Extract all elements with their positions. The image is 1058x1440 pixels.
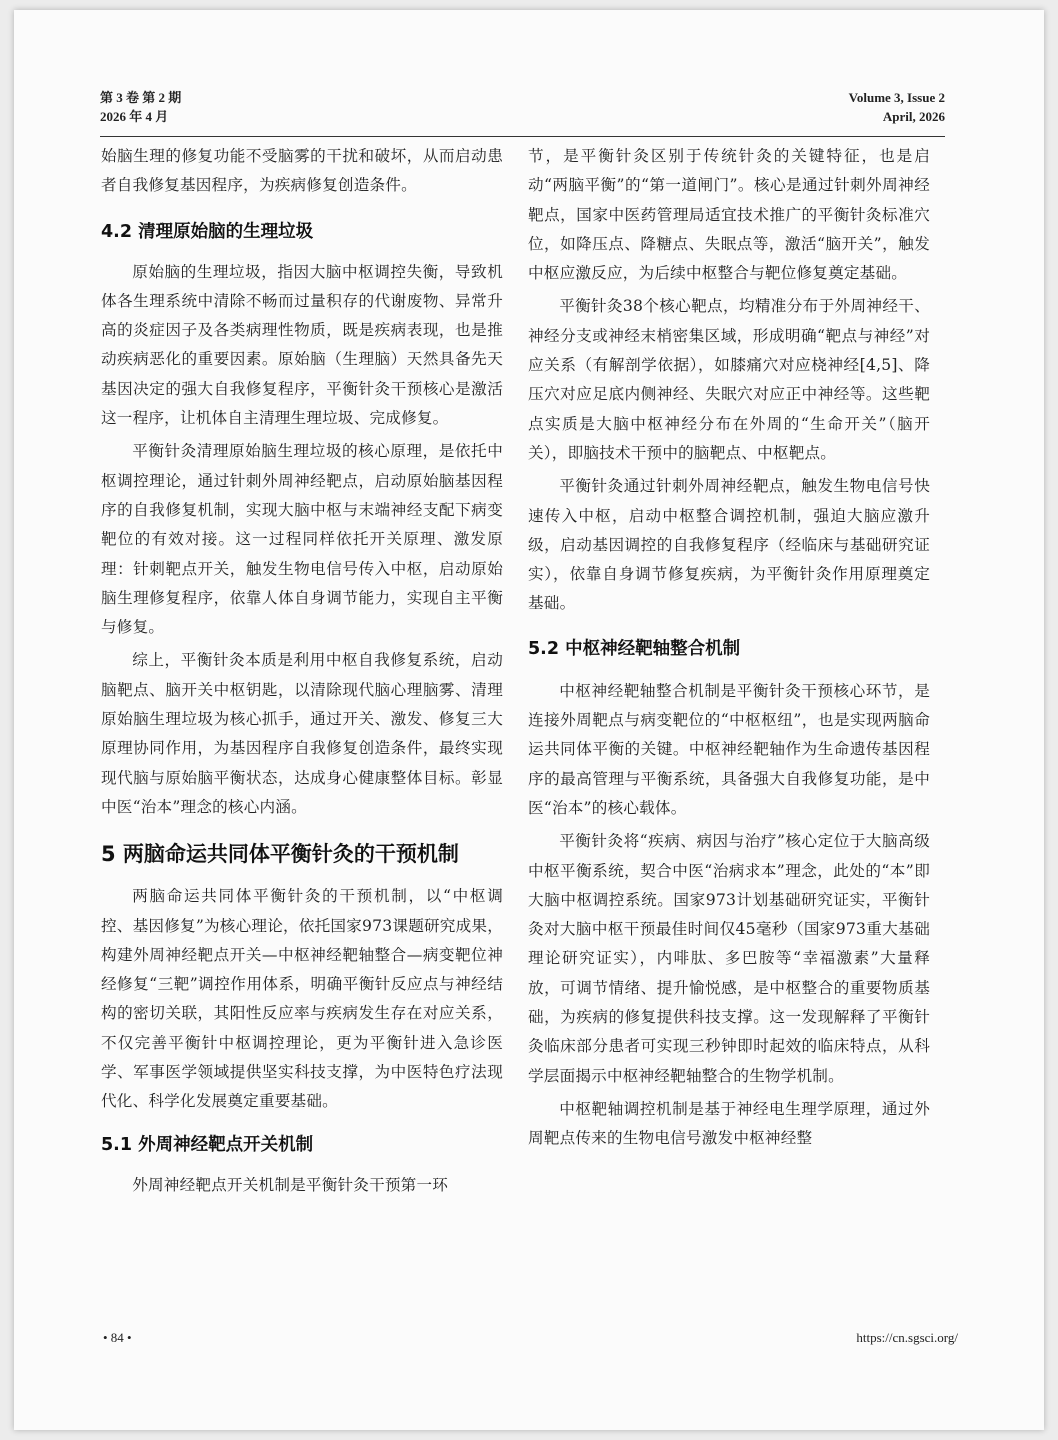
section-heading-5: 5 两脑命运共同体平衡针灸的干预机制 — [101, 842, 459, 867]
paragraph: 原始脑的生理垃圾，指因大脑中枢调控失衡，导致机体各生理系统中清除不畅而过量积存的代谢废物、异常升高的炎症因子及各类病理性物质，既是疾病表现，也是推动疾病恶化的重要因素。原始脑（生理脑）天然具备先天基因决定的强大自我修复程序，平衡针灸干预核心是激活这一程序，让机体自主清理生理垃圾、完成修复。 — [101, 262, 503, 428]
section-heading-5-2: 5.2 中枢神经靶轴整合机制 — [528, 638, 741, 659]
paragraph: 平衡针灸38个核心靶点，均精准分布于外周神经干、神经分支或神经末梢密集区域，形成明确“靶点与神经”对应关系（有解剖学依据），如膝痛穴对应桡神经[4,5]、降压穴对应足底内侧神经、失眠穴对应正中神经等。这些靶点实质是大脑中枢神经分布在外周的“生命开关”（脑开关），即脑技术干预中的脑靶点、中枢靶点。 — [528, 297, 930, 462]
paragraph: 中枢靶轴调控机制是基于神经电生理学原理，通过外周靶点传来的生物电信号激发中枢神经整 — [528, 1099, 930, 1148]
right-column — [528, 142, 930, 1154]
left-column — [101, 142, 503, 1200]
paragraph: 平衡针灸将“疾病、病因与治疗”核心定位于大脑高级中枢平衡系统，契合中医“治病求本”理念，此处的“本”即大脑中枢调控系统。国家973计划基础研究证实，平衡针灸对大脑中枢干预最佳时间仅45毫秒（国家973重大基础理论研究证实），内啡肽、多巴胺等“幸福激素”大量释放，可调节情绪、提升愉悦感，是中枢整合的重要物质基础，为疾病的修复提供科技支撑。这一发现解释了平衡针灸临床部分患者可实现三秒钟即时起效的临床特点，从科学层面揭示中枢神经靶轴整合的生物学机制。 — [528, 832, 930, 1085]
section-heading-5-1: 5.1 外周神经靶点开关机制 — [101, 1134, 314, 1155]
paragraph: 两脑命运共同体平衡针灸的干预机制，以“中枢调控、基因修复”为核心理论，依托国家973课题研究成果，构建外周神经靶点开关—中枢神经靶轴整合—病变靶位神经修复“三靶”调控作用体系，明确平衡针反应点与神经结构的密切关联，其阳性反应率与疾病发生存在对应关系，不仅完善平衡针中枢调控理论，更为平衡针进入急诊医学、军事医学领域提供坚实科技支撑，为中医特色疗法现代化、科学化发展奠定重要基础。 — [101, 887, 503, 1111]
paragraph: 平衡针灸清理原始脑生理垃圾的核心原理，是依托中枢调控理论，通过针刺外周神经靶点，启动原始脑基因程序的自我修复机制，实现大脑中枢与末端神经支配下病变靶位的有效对接。这一过程同样依托开关原理、激发原理：针刺靶点开关，触发生物电信号传入中枢，启动原始脑生理修复程序，依靠人体自身调节能力，实现自主平衡与修复。 — [101, 442, 503, 637]
date-en: April, 2026 — [882, 109, 945, 124]
paragraph: 综上，平衡针灸本质是利用中枢自我修复系统，启动脑靶点、脑开关中枢钥匙，以清除现代脑心理脑雾、清理原始脑生理垃圾为核心抓手，通过开关、激发、修复三大原理协同作用，为基因程序自我修复创造条件，最终实现现代脑与原始脑平衡状态，达成身心健康整体目标。彰显中医“治本”理念的核心内涵。 — [101, 651, 503, 816]
journal-url[interactable]: https://cn.sgsci.org/ — [856, 1330, 958, 1345]
section-heading-4-2: 4.2 清理原始脑的生理垃圾 — [101, 221, 314, 242]
date-cn: 2026 年 4 月 — [100, 109, 169, 124]
paragraph: 平衡针灸通过针刺外周神经靶点，触发生物电信号快速传入中枢，启动中枢整合调控机制，强迫大脑应激升级，启动基因调控的自我修复程序（经临床与基础研究证实），依靠自身调节修复疾病，为平衡针灸作用原理奠定基础。 — [528, 477, 930, 613]
volume-en: Volume 3, Issue 2 — [848, 90, 945, 105]
page-number: • 84 • — [103, 1330, 132, 1345]
paragraph: 始脑生理的修复功能不受脑雾的干扰和破坏，从而启动患者自我修复基因程序，为疾病修复创造条件。 — [101, 147, 503, 195]
paragraph: 中枢神经靶轴整合机制是平衡针灸干预核心环节，是连接外周靶点与病变靶位的“中枢枢纽”，也是实现两脑命运共同体平衡的关键。中枢神经靶轴作为生命遗传基因程序的最高管理与平衡系统，具备强大自我修复功能，是中医“治本”的核心载体。 — [528, 681, 930, 817]
paragraph: 节，是平衡针灸区别于传统针灸的关键特征，也是启动“两脑平衡”的“第一道闸门”。核心是通过针刺外周神经靶点，国家中医药管理局适宜技术推广的平衡针灸标准穴位，如降压点、降糖点、失眠点等，激活“脑开关”，触发中枢应激反应，为后续中枢整合与靶位修复奠定基础。 — [528, 147, 930, 283]
paragraph: 外周神经靶点开关机制是平衡针灸干预第一环 — [132, 1175, 449, 1194]
volume-cn: 第 3 卷 第 2 期 — [100, 90, 182, 105]
header-rule — [100, 136, 945, 137]
